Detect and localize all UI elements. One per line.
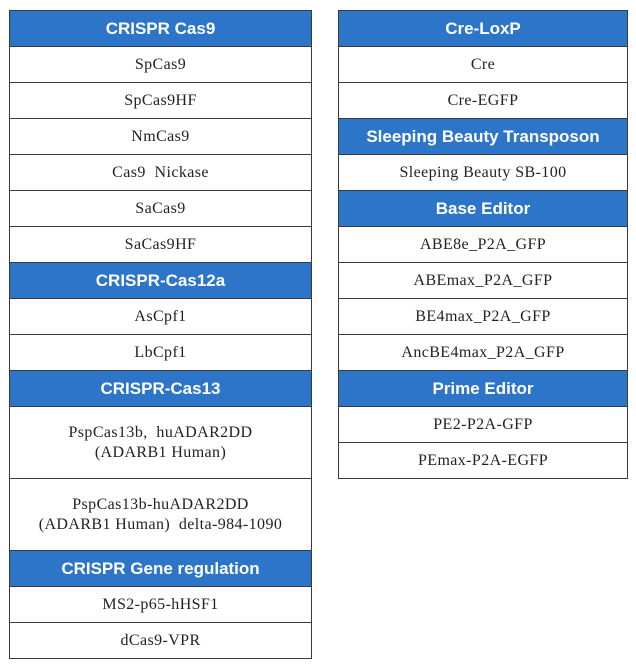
item-label: NmCas9 xyxy=(131,127,190,145)
section-header-crispr-gene-regulation: CRISPR Gene regulation xyxy=(10,551,312,587)
item-cell xyxy=(10,587,312,623)
item-cell xyxy=(10,155,312,191)
table-row xyxy=(339,227,628,263)
item-cell xyxy=(10,407,312,479)
table-row xyxy=(10,407,312,479)
table-row xyxy=(10,47,312,83)
right-table-body xyxy=(339,11,628,479)
section-header-row xyxy=(339,11,628,47)
item-cell xyxy=(339,263,628,299)
item-cell xyxy=(339,443,628,479)
item-label: (ADARB1 Human) delta-984-1090 xyxy=(38,515,283,533)
item-label: MS2-p65-hHSF1 xyxy=(102,595,219,613)
item-label: AsCpf1 xyxy=(134,307,187,325)
left-table-body xyxy=(10,11,312,659)
section-header-prime-editor: Prime Editor xyxy=(339,371,628,407)
item-cell xyxy=(339,407,628,443)
table-row xyxy=(339,299,628,335)
table-row xyxy=(10,83,312,119)
section-header-row xyxy=(10,551,312,587)
item-label: SpCas9 xyxy=(134,55,187,73)
section-header-cre-loxp: Cre-LoxP xyxy=(339,11,628,47)
section-header-base-editor: Base Editor xyxy=(339,191,628,227)
item-label: PE2-P2A-GFP xyxy=(433,415,533,433)
item-label: LbCpf1 xyxy=(134,343,187,361)
section-header-row xyxy=(10,263,312,299)
item-cell xyxy=(10,479,312,551)
item-cell xyxy=(10,227,312,263)
section-header-crispr-cas12a: CRISPR-Cas12a xyxy=(10,263,312,299)
item-label: dCas9-VPR xyxy=(120,631,201,649)
item-label: ABEmax_P2A_GFP xyxy=(413,271,553,289)
table-row xyxy=(10,191,312,227)
table-row xyxy=(339,155,628,191)
table-row xyxy=(10,335,312,371)
item-label: Cas9 Nickase xyxy=(112,163,209,181)
section-header-row xyxy=(339,371,628,407)
table-row xyxy=(10,119,312,155)
item-cell xyxy=(10,119,312,155)
right-table xyxy=(338,10,628,479)
item-cell xyxy=(339,227,628,263)
item-cell xyxy=(10,623,312,659)
item-label: BE4max_P2A_GFP xyxy=(415,307,551,325)
section-header-row xyxy=(339,119,628,155)
item-label: SaCas9 xyxy=(135,199,186,217)
item-label: SaCas9HF xyxy=(124,235,197,253)
table-row xyxy=(10,227,312,263)
item-label: PspCas13b, huADAR2DD xyxy=(68,423,253,441)
section-header-crispr-cas13: CRISPR-Cas13 xyxy=(10,371,312,407)
table-row xyxy=(10,299,312,335)
table-row xyxy=(10,587,312,623)
section-header-row xyxy=(339,191,628,227)
section-header-crispr-cas9: CRISPR Cas9 xyxy=(10,11,312,47)
item-label: Cre-EGFP xyxy=(447,91,519,109)
table-row xyxy=(339,263,628,299)
section-header-row xyxy=(10,371,312,407)
item-label: SpCas9HF xyxy=(124,91,197,109)
item-label: Sleeping Beauty SB-100 xyxy=(399,163,567,181)
table-row xyxy=(10,155,312,191)
section-header-row xyxy=(10,11,312,47)
item-label: AncBE4max_P2A_GFP xyxy=(401,343,565,361)
item-cell xyxy=(339,47,628,83)
item-cell xyxy=(339,299,628,335)
item-label: Cre xyxy=(470,55,496,73)
section-header-sleeping-beauty-transposon: Sleeping Beauty Transposon xyxy=(339,119,628,155)
item-cell xyxy=(10,191,312,227)
item-cell xyxy=(10,83,312,119)
item-label: PEmax-P2A-EGFP xyxy=(417,451,549,469)
item-cell xyxy=(10,47,312,83)
item-cell xyxy=(339,335,628,371)
table-row xyxy=(339,407,628,443)
item-label: ABE8e_P2A_GFP xyxy=(419,235,547,253)
table-row xyxy=(339,443,628,479)
table-row xyxy=(339,47,628,83)
item-cell xyxy=(10,335,312,371)
item-cell xyxy=(339,155,628,191)
left-table xyxy=(9,10,312,659)
table-row xyxy=(339,335,628,371)
item-label: PspCas13b-huADAR2DD xyxy=(72,495,249,513)
table-row xyxy=(10,623,312,659)
item-cell xyxy=(10,299,312,335)
item-cell xyxy=(339,83,628,119)
table-row xyxy=(339,83,628,119)
table-row xyxy=(10,479,312,551)
item-label: (ADARB1 Human) xyxy=(94,443,227,461)
